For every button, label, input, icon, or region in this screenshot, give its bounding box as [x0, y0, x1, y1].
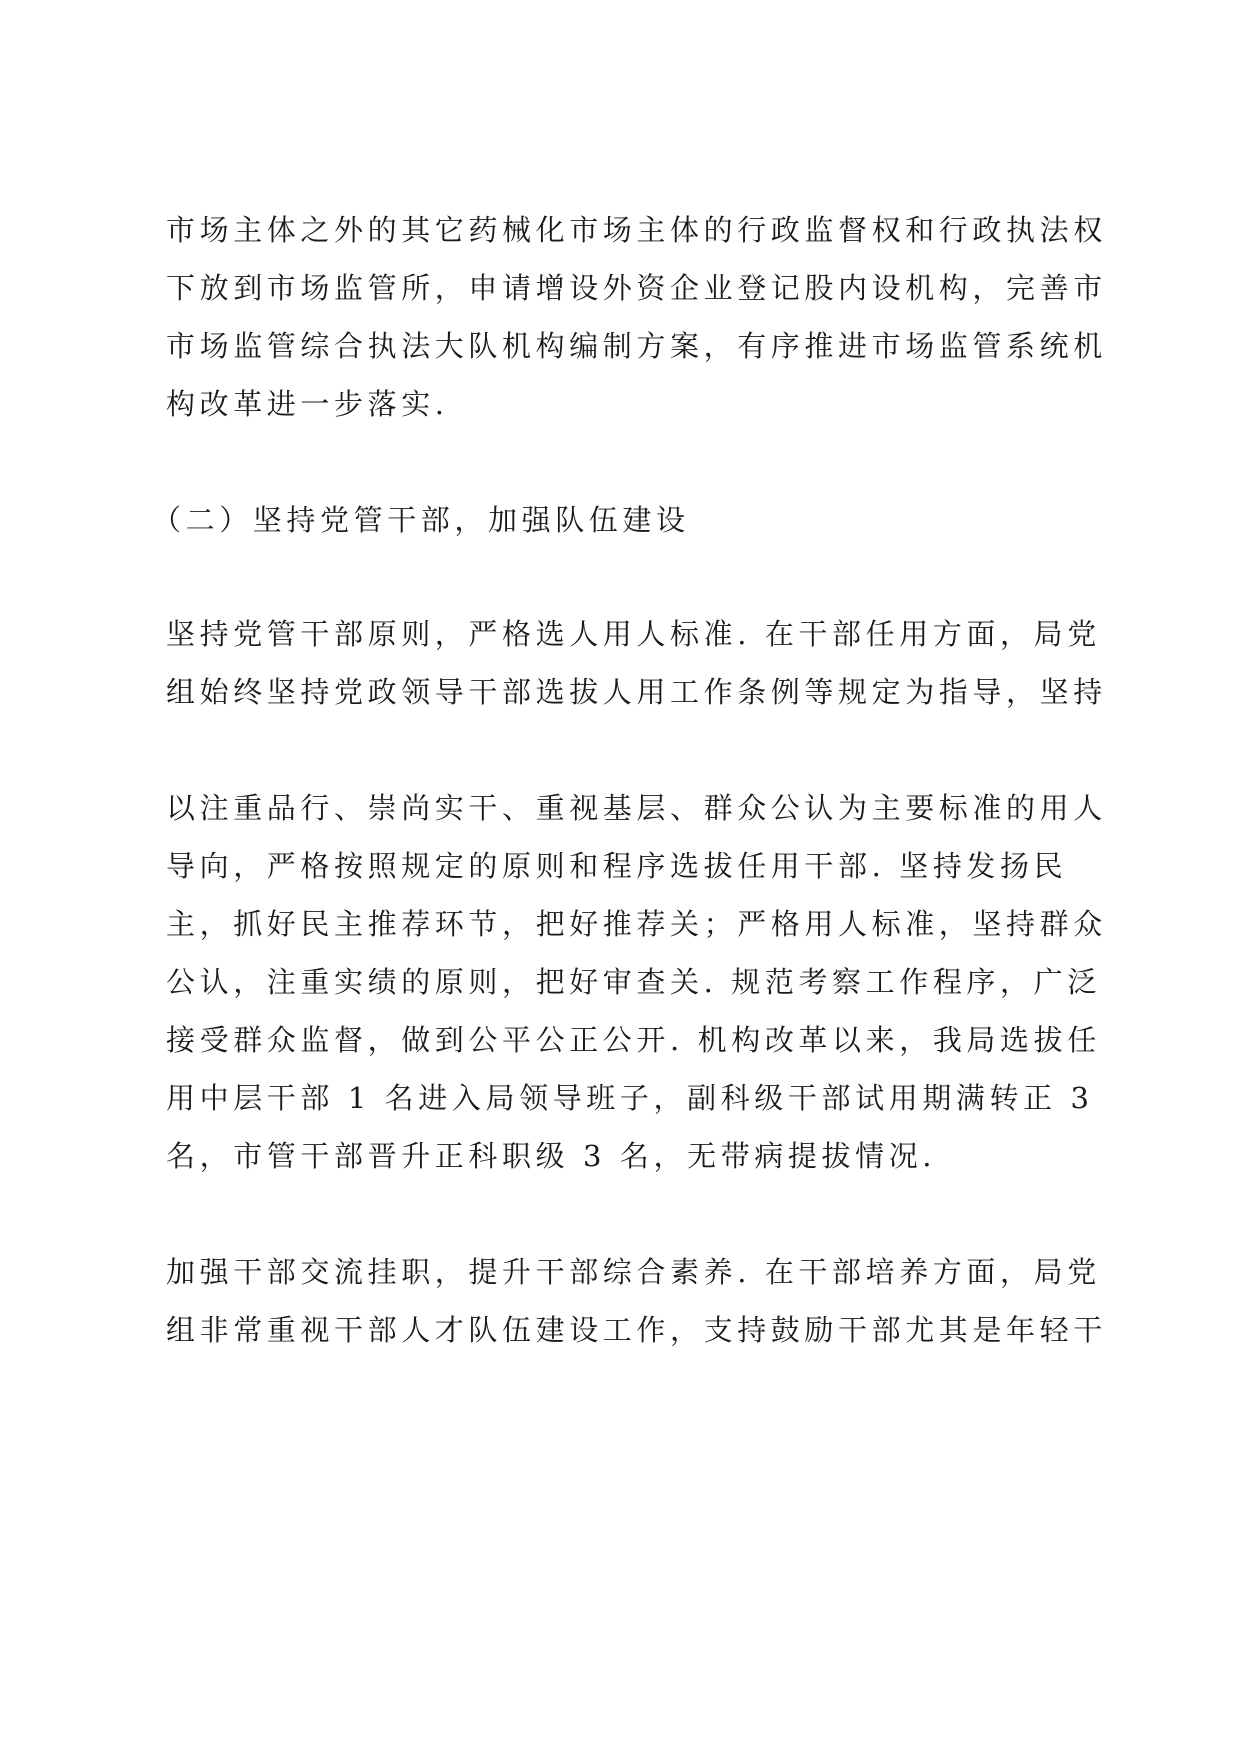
text-line: 以注重品行、崇尚实干、重视基层、群众公认为主要标准的用人: [166, 791, 1107, 825]
text-line: 名，市管干部晋升正科职级 3 名，无带病提拔情况.: [166, 1139, 937, 1173]
text-line: 导向，严格按照规定的原则和程序选拔任用干部. 坚持发扬民: [166, 849, 1068, 883]
text-line: 组始终坚持党政领导干部选拔人用工作条例等规定为指导，坚持: [166, 675, 1107, 709]
text-line: 组非常重视干部人才队伍建设工作，支持鼓励干部尤其是年轻干: [166, 1313, 1107, 1347]
text-line: 市场监管综合执法大队机构编制方案，有序推进市场监管系统机: [166, 329, 1107, 363]
text-line: 加强干部交流挂职，提升干部综合素养. 在干部培养方面，局党: [166, 1255, 1101, 1289]
text-line: 下放到市场监管所，申请增设外资企业登记股内设机构，完善市: [166, 271, 1107, 305]
text-line: 主，抓好民主推荐环节，把好推荐关；严格用人标准，坚持群众: [166, 907, 1107, 941]
text-line: 用中层干部 1 名进入局领导班子，副科级干部试用期满转正 3: [166, 1081, 1094, 1115]
section-heading: （二）坚持党管干部，加强队伍建设: [152, 503, 690, 537]
text-line: 接受群众监督，做到公平公正公开. 机构改革以来，我局选拔任: [166, 1023, 1101, 1057]
text-line: 构改革进一步落实.: [166, 387, 449, 421]
text-line: 坚持党管干部原则，严格选人用人标准. 在干部任用方面，局党: [166, 617, 1101, 651]
text-line: 市场主体之外的其它药械化市场主体的行政监督权和行政执法权: [166, 213, 1107, 247]
text-line: 公认，注重实绩的原则，把好审查关. 规范考察工作程序，广泛: [166, 965, 1101, 999]
